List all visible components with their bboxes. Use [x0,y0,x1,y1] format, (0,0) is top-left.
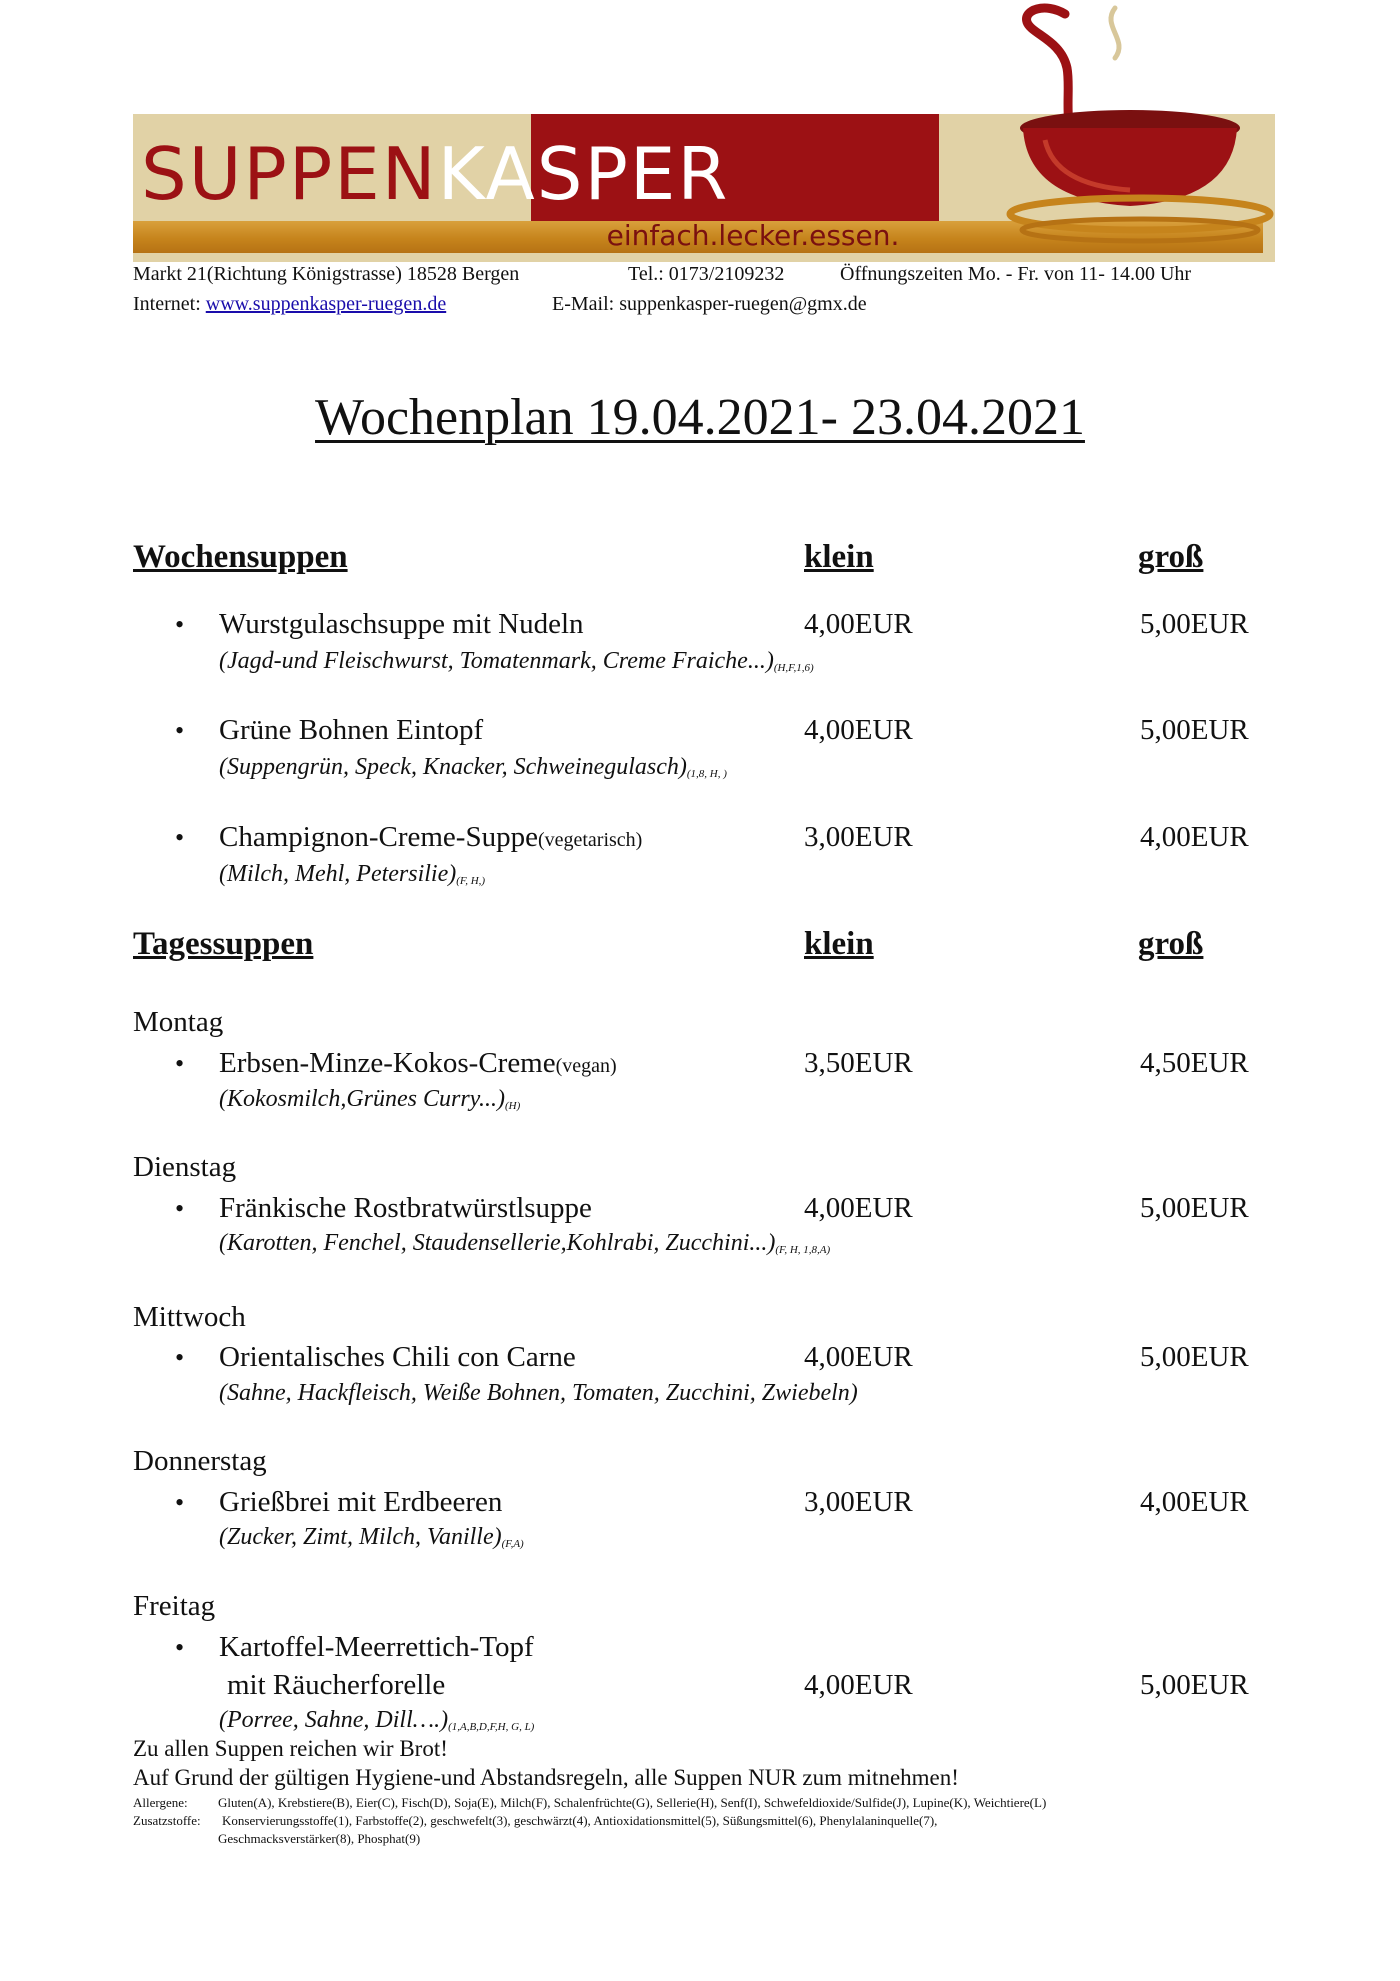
price-small: 4,00EUR [804,608,913,640]
day-label: Mittwoch [133,1301,246,1333]
day-label: Freitag [133,1590,216,1622]
soup-name: Wurstgulaschsuppe mit Nudeln [219,608,584,640]
logo-banner [133,0,1275,262]
phone-text: Tel.: 0173/2109232 [628,263,785,285]
price-large: 4,00EUR [1140,821,1249,853]
day-label: Donnerstag [133,1445,267,1477]
additives-list-2: Geschmacksverstärker(8), Phosphat(9) [218,1831,421,1846]
price-large: 4,50EUR [1140,1047,1249,1079]
website-row [133,292,446,316]
bullet-icon: • [175,716,185,745]
soup-name: Erbsen-Minze-Kokos-Creme(vegan) [219,1047,617,1079]
bullet-icon: • [175,1488,185,1517]
soup-ingredients: (Milch, Mehl, $Petersilie)_{(F, H,)}$ [219,861,486,887]
internet-label: Internet: [133,293,201,315]
weekly-heading: Wochensuppen [133,539,348,575]
soup-ingredients: (Kokosmilch,Grünes $Curry...)_{(H)}$ [219,1086,521,1112]
address-text: Markt 21(Richtung Königstrasse) 18528 Bergen [133,263,520,285]
page-title: Wochenplan 19.04.2021- 23.04.2021 [315,389,1085,446]
bullet-icon: • [175,1633,185,1662]
daily-col-large: groß [1138,926,1204,962]
bread-note: Zu allen Suppen reichen wir Brot! [133,1736,448,1761]
day-label: Montag [133,1006,224,1038]
soup-name: Grüne Bohnen Eintopf [219,714,484,746]
logo-brand-name: SUPPENKASPER [141,132,730,216]
daily-col-small: klein [804,926,874,962]
soup-ingredients: (Sahne, Hackfleisch, Weiße Bohnen, Tomaten, Zucchini, Zwiebeln) [219,1380,858,1406]
soup-bowl-icon [1005,0,1275,250]
soup-name: Fränkische Rostbratwürstlsuppe [219,1192,592,1224]
weekly-col-large: groß [1138,539,1204,575]
bullet-icon: • [175,823,185,852]
price-small: 3,00EUR [804,1486,913,1518]
soup-ingredients: (Porree, Sahne, $Dill\dots.)_{(1,A,B,D,F,H, G, L)}$ [219,1707,535,1733]
email-text: E-Mail: suppenkasper-ruegen@gmx.de [552,293,867,315]
price-large: 5,00EUR [1140,608,1249,640]
price-small: 4,00EUR [804,1669,913,1701]
price-large: 5,00EUR [1140,714,1249,746]
soup-ingredients: (Karotten, Fenchel, Staudensellerie,Kohlrabi, $Zucchini...)_{(F, H, 1,8,A)}$ [219,1230,831,1256]
price-small: 4,00EUR [804,1341,913,1373]
hygiene-note: Auf Grund der gültigen Hygiene-und Abstandsregeln, alle Suppen NUR zum mitnehmen! [133,1765,959,1790]
soup-name: Orientalisches Chili con Carne [219,1341,576,1373]
price-small: 3,00EUR [804,821,913,853]
price-large: 5,00EUR [1140,1341,1249,1373]
soup-name: Kartoffel-Meerrettich-Topf [219,1631,534,1663]
bullet-icon: • [175,1049,185,1078]
website-link[interactable]: www.suppenkasper-ruegen.de [205,293,447,315]
day-label: Dienstag [133,1151,237,1183]
soup-ingredients: (Suppengrün, Speck, Knacker, $Schweinegulasch)_{(1,8, H, )}$ [219,754,727,780]
soup-ingredients: (Jagd-und Fleischwurst, Tomatenmark, Creme $Fraiche...)_{(H,F,1,6)}$ [219,648,814,674]
price-large: 5,00EUR [1140,1192,1249,1224]
logo-tagline: einfach.lecker.essen. [606,219,900,252]
soup-name: Champignon-Creme-Suppe(vegetarisch) [219,821,643,853]
soup-name-line2: mit Räucherforelle [227,1669,446,1701]
allergens-list: Gluten(A), Krebstiere(B), Eier(C), Fisch(D), Soja(E), Milch(F), Schalenfrüchte(G), Sellerie(H), Senf(I), Schwefeldioxide/Sulfide(J), Lupine(K), Weichtiere(L) [218,1795,1047,1810]
bullet-icon: • [175,610,185,639]
bullet-icon: • [175,1343,185,1372]
allergens-label: Allergene: [133,1795,188,1810]
weekly-col-small: klein [804,539,874,575]
opening-hours-text: Öffnungszeiten Mo. - Fr. von 11- 14.00 Uhr [840,263,1192,285]
price-small: 4,00EUR [804,1192,913,1224]
daily-heading: Tagessuppen [133,926,314,962]
price-small: 4,00EUR [804,714,913,746]
bullet-icon: • [175,1194,185,1223]
additives-label: Zusatzstoffe: [133,1813,201,1828]
price-large: 5,00EUR [1140,1669,1249,1701]
soup-name: Grießbrei mit Erdbeeren [219,1486,503,1518]
soup-ingredients: (Zucker, Zimt, Milch, $Vanille)_{(F,A)}$ [219,1524,524,1550]
price-small: 3,50EUR [804,1047,913,1079]
price-large: 4,00EUR [1140,1486,1249,1518]
additives-list: Konservierungsstoffe(1), Farbstoffe(2), geschwefelt(3), geschwärzt(4), Antioxidationsmittel(5), Süßungsmittel(6), Phenylalaninquelle(7), [222,1813,938,1828]
